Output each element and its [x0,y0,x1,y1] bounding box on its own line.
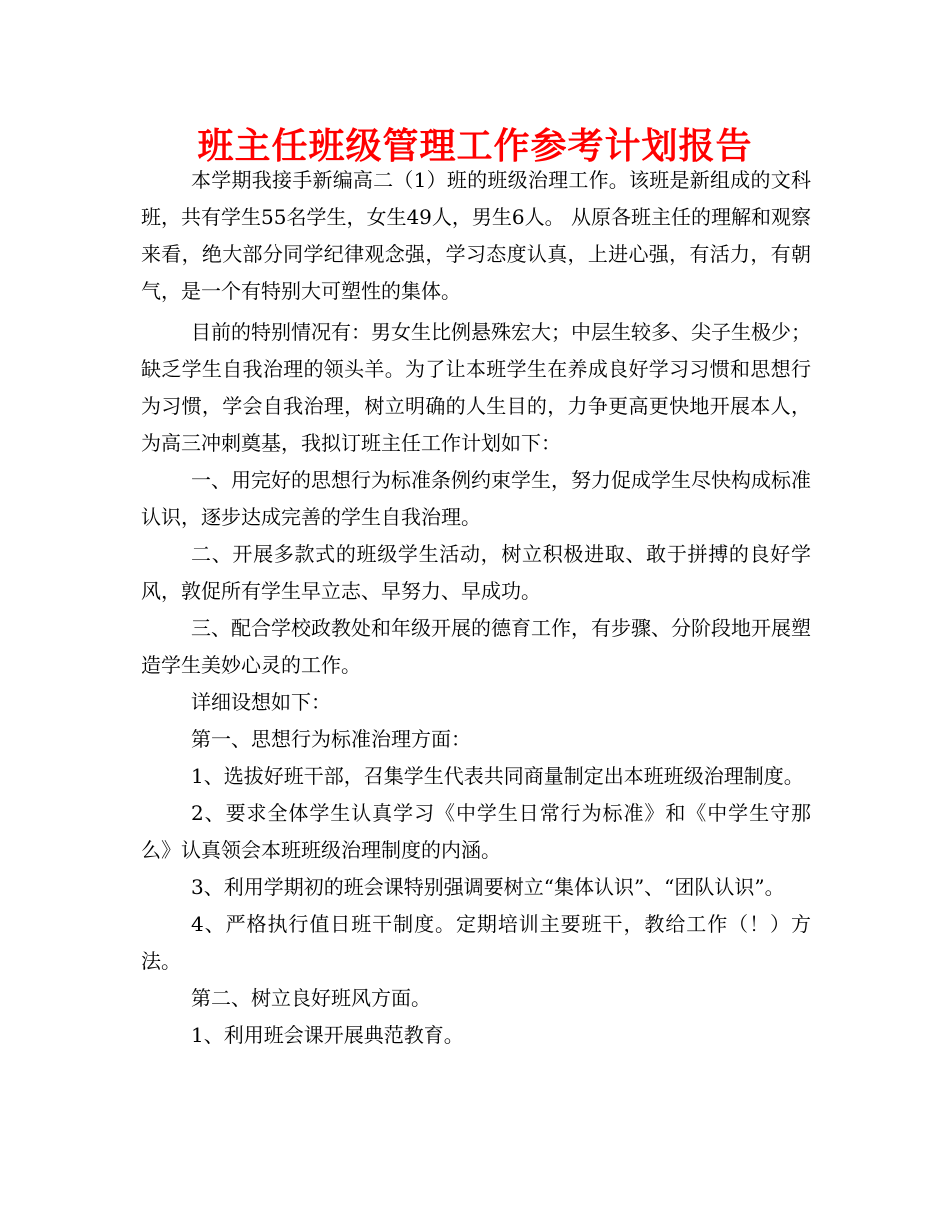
paragraph-item-3: 3、利用学期初的班会课特别强调要树立“集体认识”、“团队认识”。 [191,875,785,899]
paragraph-section-2-item-1: 1、利用班会课开展典范教育。 [191,1023,464,1047]
paragraph-plan-3: 三、配合学校政教处和年级开展的德育工作，有步骤、分阶段地开展塑造学生美妙心灵的工作。 [141,616,811,677]
paragraph-plan-1: 一、用完好的思想行为标准条例约束学生，努力促成学生尽快构成标准认识，逐步达成完善的学生自我治理。 [141,468,811,529]
paragraph-details-heading: 详细设想如下： [191,690,331,714]
paragraph-section-2-heading: 第二、树立良好班风方面。 [191,986,431,1010]
document-body [141,162,811,1054]
paragraph-section-1-heading: 第一、思想行为标准治理方面： [191,727,471,751]
paragraph-item-4: 4、严格执行值日班干制度。定期培训主要班干，教给工作（！）方法。 [141,912,811,973]
paragraph-item-1: 1、选拔好班干部，召集学生代表共同商量制定出本班班级治理制度。 [191,764,804,788]
paragraph-plan-2: 二、开展多款式的班级学生活动，树立积极进取、敢于拼搏的良好学风，敦促所有学生早立志、早努力、早成功。 [141,542,811,603]
paragraph-item-2: 2、要求全体学生认真学习《中学生日常行为标准》和《中学生守那么》认真领会本班班级治理制度的内涵。 [141,801,811,862]
paragraph-intro: 本学期我接手新编高二（1）班的班级治理工作。该班是新组成的文科班，共有学生55名学生，女生49人，男生6人。 从原各班主任的理解和观察来看，绝大部分同学纪律观念强，学习态度认真，上进心强，有活力，有朝气，是一个有特别大可塑性的集体。 [141,168,811,303]
document-title: 班主任班级管理工作参考计划报告 [197,126,753,167]
paragraph-situation: 目前的特别情况有：男女生比例悬殊宏大；中层生较多、尖子生极少；缺乏学生自我治理的领头羊。为了让本班学生在养成良好学习习惯和思想行为习惯，学会自我治理，树立明确的人生目的，力争更高更快地开展本人，为高三冲刺奠基，我拟订班主任工作计划如下： [141,320,811,455]
